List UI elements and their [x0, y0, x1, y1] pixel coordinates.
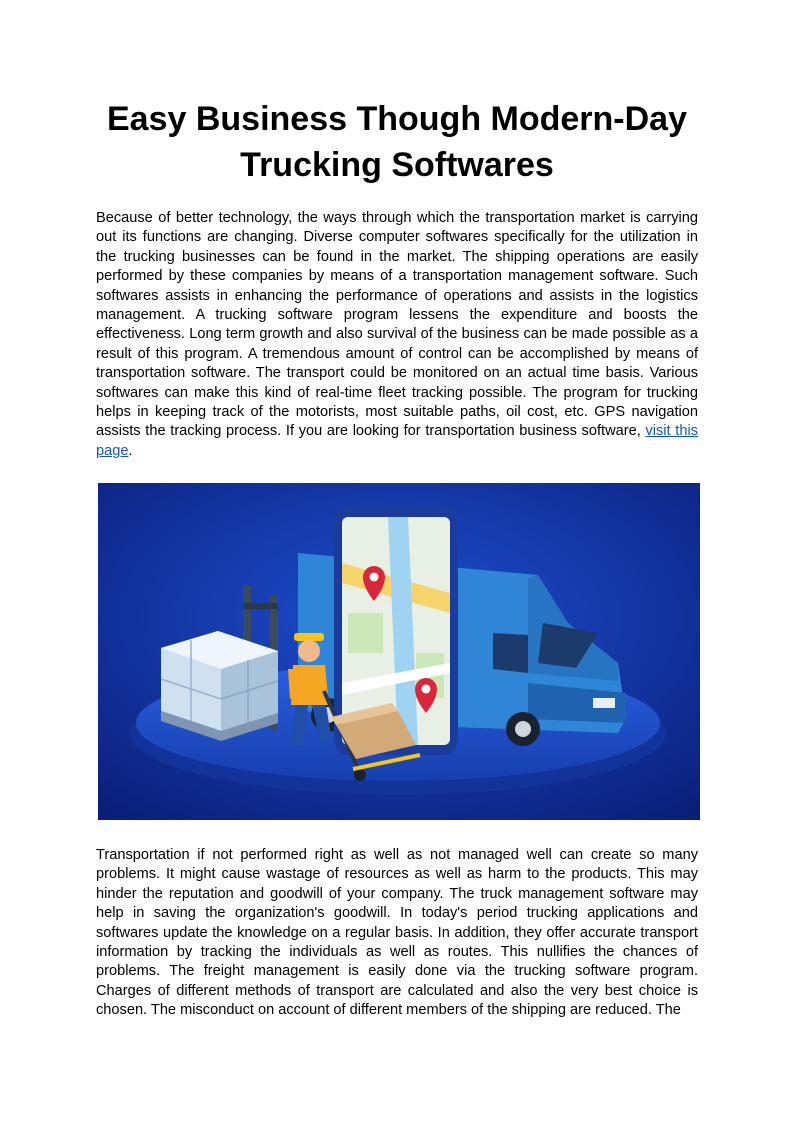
trucking-illustration	[98, 483, 700, 820]
intro-end: .	[128, 442, 133, 459]
intro-text: Because of better technology, the ways through which the transportation market is carrying out its functions are changing. Diverse computer softwares specifically for the utilization in the trucking businesses can be found in the market. The shipping operations are easily performed by these companies by means of a transportation management software. Such softwares assists in enhancing the performance of operations and assists in the logistics management. A trucking software program lessens the expenditure and boosts the effectiveness. Long term growth and also survival of the business can be made possible as a result of this program. A tremendous amount of control can be accomplished by means of transportation software. The transport could be monitored on an actual time basis. Various softwares can make this kind of real-time fleet tracking possible. The program for trucking helps in keeping track of the motorists, most suitable paths, oil cost, etc. GPS navigation assists the tracking process. If you are looking for transportation business software,	[96, 210, 698, 440]
visit-page-link[interactable]: visit this page	[96, 423, 698, 459]
body-paragraph: Transportation if not performed right as well as not managed well can create so many problems. It might cause wastage of resources as well as harm to the products. This may hinder the reputation and goodwill of your company. The truck management software may help in saving the organization's goodwill. In today's period trucking applications and softwares update the knowledge on a regular basis. In addition, they offer accurate transport information by tracking the individuals as well as routes. This nullifies the chances of problems. The freight management is easily done via the trucking software program. Charges of different methods of transport are calculated and also the very best choice is chosen. The misconduct on account of different members of the shipping are reduced. The	[96, 847, 698, 1019]
crates-pallet	[161, 631, 278, 741]
page-title: Easy Business Though Modern-Day Trucking Softwares	[107, 100, 687, 184]
intro-paragraph	[96, 209, 698, 461]
